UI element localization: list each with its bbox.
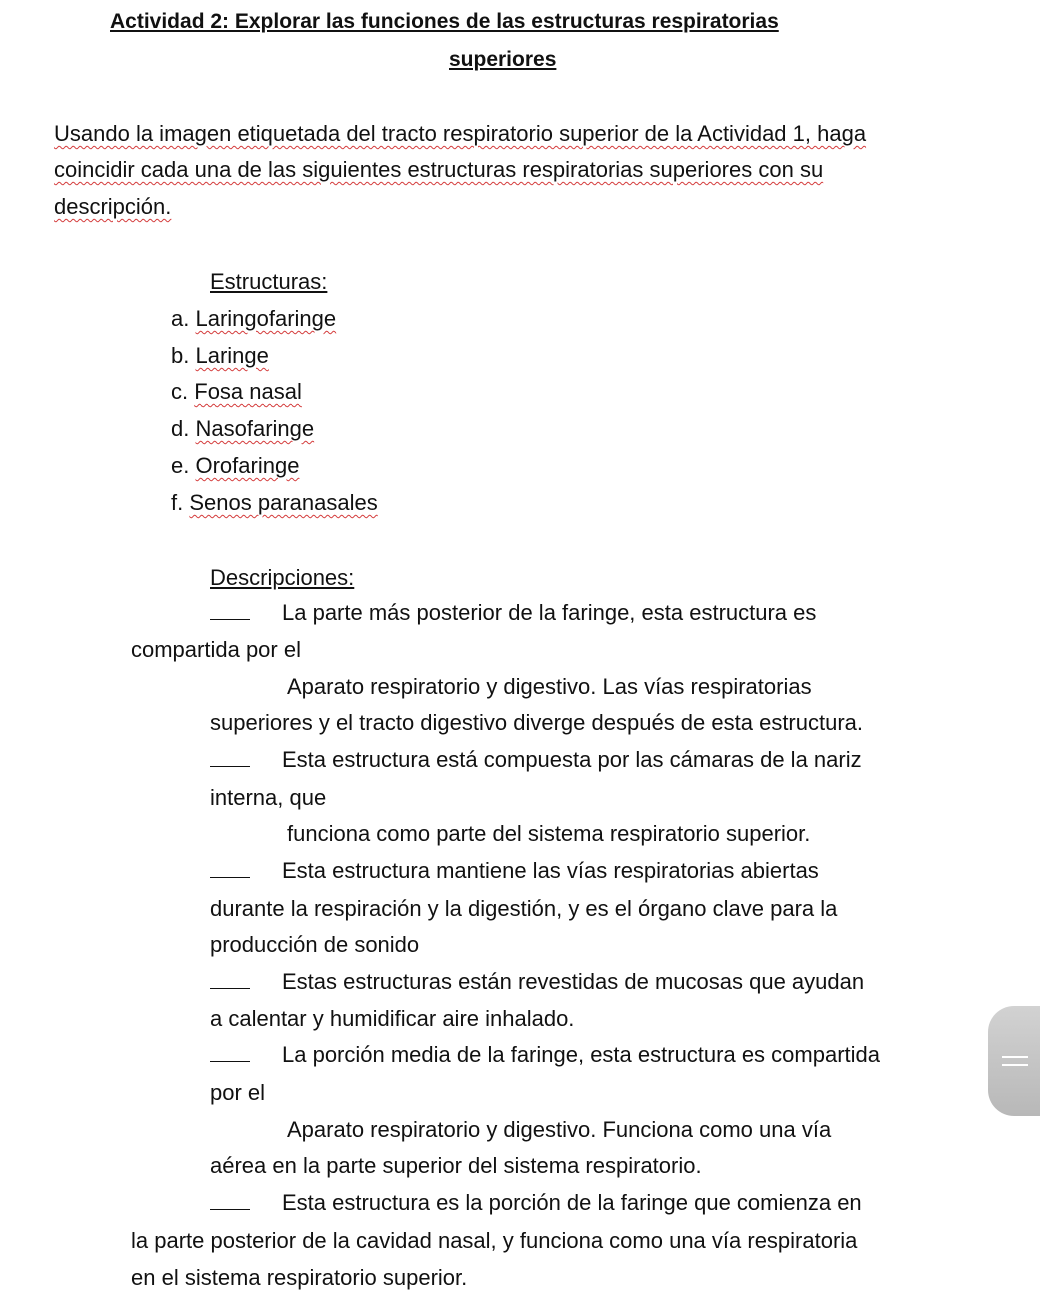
structure-item: [171, 342, 269, 370]
description-2-line-1: Esta estructura está compuesta por las cámaras de la nariz: [210, 746, 862, 774]
answer-blank[interactable]: [210, 861, 250, 878]
structure-letter: a.: [171, 306, 190, 331]
structure-item: [171, 305, 336, 333]
description-5-line-2: por el: [210, 1080, 266, 1105]
description-3-line-1: Esta estructura mantiene las vías respiratorias abiertas: [210, 857, 819, 885]
structure-item: [171, 489, 378, 517]
structure-name: Senos paranasales: [189, 490, 378, 515]
description-5-line-3: Aparato respiratorio y digestivo. Funciona como una vía: [287, 1117, 832, 1142]
structure-letter: c.: [171, 379, 189, 404]
structure-name: Nasofaringe: [195, 416, 315, 441]
structure-item: [171, 378, 302, 406]
description-4-line-1: Estas estructuras están revestidas de mucosas que ayudan: [210, 968, 864, 996]
structure-item: [171, 415, 314, 443]
structure-item: [171, 452, 299, 480]
description-1-line-2: compartida por el: [131, 637, 301, 662]
intro-line-3: descripción.: [54, 194, 172, 219]
answer-blank[interactable]: [210, 750, 250, 767]
description-3-line-2: durante la respiración y la digestión, y es el órgano clave para la: [210, 896, 838, 921]
answer-blank[interactable]: [210, 603, 250, 620]
structure-name: Laringe: [195, 343, 269, 368]
descriptions-heading: Descripciones:: [210, 565, 355, 590]
description-6-line-3: en el sistema respiratorio superior.: [131, 1265, 468, 1290]
intro-line-1: Usando la imagen etiquetada del tracto respiratorio superior de la Actividad 1, haga: [54, 121, 867, 146]
description-6-line-1: Esta estructura es la porción de la faringe que comienza en: [210, 1189, 862, 1217]
grip-line-icon: [1002, 1064, 1028, 1066]
description-5-line-4: aérea en la parte superior del sistema respiratorio.: [210, 1153, 702, 1178]
description-2-line-2: interna, que: [210, 785, 327, 810]
answer-blank[interactable]: [210, 1193, 250, 1210]
structure-name: Fosa nasal: [194, 379, 302, 404]
structures-heading: Estructuras:: [210, 269, 328, 294]
answer-blank[interactable]: [210, 972, 250, 989]
grip-line-icon: [1002, 1056, 1028, 1058]
description-1-line-4: superiores y el tracto digestivo diverge después de esta estructura.: [210, 710, 864, 735]
structure-name: Orofaringe: [195, 453, 300, 478]
structure-letter: b.: [171, 343, 190, 368]
intro-line-2: coincidir cada una de las siguientes estructuras respiratorias superiores con su: [54, 157, 824, 182]
title-line-1: Actividad 2: Explorar las funciones de las estructuras respiratorias: [110, 10, 779, 33]
description-1-line-3: Aparato respiratorio y digestivo. Las vías respiratorias: [287, 674, 812, 699]
structure-letter: e.: [171, 453, 190, 478]
structure-name: Laringofaringe: [195, 306, 337, 331]
structure-letter: f.: [171, 490, 184, 515]
structure-letter: d.: [171, 416, 190, 441]
description-1-line-1: La parte más posterior de la faringe, esta estructura es: [210, 599, 816, 627]
description-2-line-3: funciona como parte del sistema respiratorio superior.: [287, 821, 811, 846]
description-6-line-2: la parte posterior de la cavidad nasal, y funciona como una vía respiratoria: [131, 1228, 858, 1253]
scroll-handle[interactable]: [988, 1006, 1040, 1116]
description-5-line-1: La porción media de la faringe, esta estructura es compartida: [210, 1041, 880, 1069]
description-4-line-2: a calentar y humidificar aire inhalado.: [210, 1006, 575, 1031]
description-3-line-3: producción de sonido: [210, 932, 420, 957]
title-line-2: superiores: [449, 48, 557, 71]
answer-blank[interactable]: [210, 1045, 250, 1062]
